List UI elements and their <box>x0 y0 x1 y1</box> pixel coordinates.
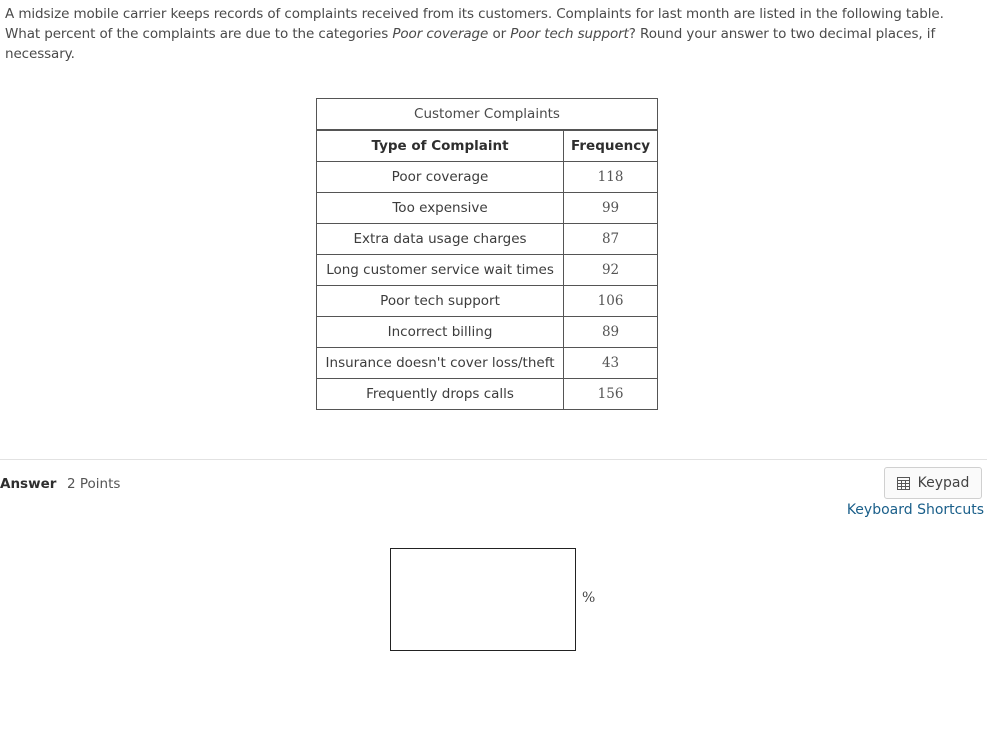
question-part-2: or <box>488 26 511 42</box>
complaint-type: Extra data usage charges <box>317 224 564 255</box>
keypad-button[interactable] <box>884 467 982 499</box>
table-row <box>317 224 658 255</box>
complaint-type: Poor coverage <box>317 162 564 193</box>
section-divider <box>0 459 987 460</box>
complaint-type: Poor tech support <box>317 286 564 317</box>
table-row <box>317 162 658 193</box>
complaint-type: Long customer service wait times <box>317 255 564 286</box>
keypad-label: Keypad <box>917 475 970 491</box>
complaint-frequency: 156 <box>564 379 658 410</box>
category-poor-tech-support: Poor tech support <box>510 26 629 42</box>
table-row <box>317 286 658 317</box>
table-caption: Customer Complaints <box>317 99 658 131</box>
complaint-frequency: 43 <box>564 348 658 379</box>
complaint-type: Incorrect billing <box>317 317 564 348</box>
question-part-1: A midsize mobile carrier keeps records of complaints received from its customers. Complaints for last month are listed in the following table. What percent of the complaints are due to the categories <box>5 6 944 42</box>
column-header-frequency: Frequency <box>564 130 658 162</box>
complaint-frequency: 106 <box>564 286 658 317</box>
complaint-frequency: 99 <box>564 193 658 224</box>
complaint-type: Insurance doesn't cover loss/theft <box>317 348 564 379</box>
complaint-frequency: 92 <box>564 255 658 286</box>
question-part-3: ? Round your answer to two decimal places, if necessary. <box>5 26 936 62</box>
complaint-frequency: 118 <box>564 162 658 193</box>
table-row <box>317 255 658 286</box>
complaint-frequency: 89 <box>564 317 658 348</box>
table-row <box>317 317 658 348</box>
keyboard-shortcuts-link[interactable]: Keyboard Shortcuts <box>846 502 984 518</box>
calculator-icon <box>897 477 910 490</box>
table-row <box>317 193 658 224</box>
complaint-type: Frequently drops calls <box>317 379 564 410</box>
category-poor-coverage: Poor coverage <box>392 26 489 42</box>
column-header-type: Type of Complaint <box>317 130 564 162</box>
percent-unit: % <box>582 590 596 606</box>
points-value: 2 Points <box>67 476 121 492</box>
answer-label: Answer <box>0 476 57 492</box>
complaint-type: Too expensive <box>317 193 564 224</box>
question-text <box>5 4 980 64</box>
complaints-table <box>316 98 658 410</box>
table-row <box>317 379 658 410</box>
table-row <box>317 348 658 379</box>
answer-input[interactable] <box>390 548 576 651</box>
complaint-frequency: 87 <box>564 224 658 255</box>
